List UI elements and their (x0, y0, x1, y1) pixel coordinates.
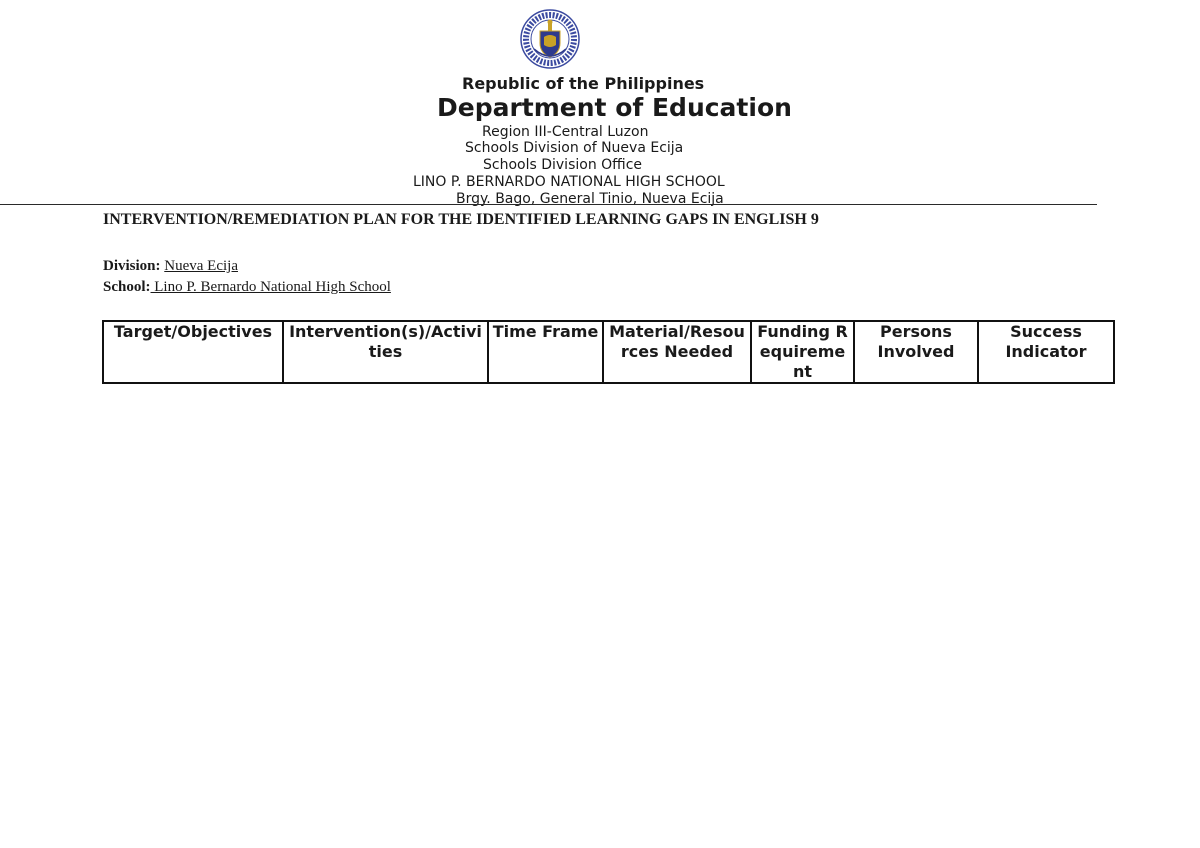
school-name: LINO P. BERNARDO NATIONAL HIGH SCHOOL (413, 174, 725, 190)
department-name: Department of Education (437, 93, 792, 122)
column-header-materials-resources: Material/Resources Needed (603, 321, 751, 383)
column-header-interventions-activities: Intervention(s)/Activities (283, 321, 488, 383)
schools-division-name: Schools Division of Nueva Ecija (465, 140, 684, 156)
division-value: Nueva Ecija (164, 258, 238, 274)
column-header-success-indicator: Success Indicator (978, 321, 1114, 383)
region-name: Region III-Central Luzon (482, 124, 649, 140)
column-header-target-objectives: Target/Objectives (103, 321, 283, 383)
country-name: Republic of the Philippines (462, 74, 705, 93)
column-header-funding-requirement: Funding Requirement (751, 321, 854, 383)
header-divider (0, 204, 1097, 205)
division-field (103, 259, 238, 274)
school-label: School: (103, 279, 151, 295)
schools-division-office: Schools Division Office (483, 157, 643, 173)
column-header-persons-involved: Persons Involved (854, 321, 978, 383)
school-address: Brgy. Bago, General Tinio, Nueva Ecija (456, 191, 724, 207)
division-label: Division: (103, 258, 161, 274)
school-value: Lino P. Bernardo National High School (150, 279, 391, 295)
column-header-time-frame: Time Frame (488, 321, 603, 383)
deped-seal-logo (520, 9, 580, 69)
school-field (103, 280, 391, 295)
table-header-row (103, 321, 1114, 383)
intervention-plan-table (102, 320, 1115, 384)
document-title: INTERVENTION/REMEDIATION PLAN FOR THE IDENTIFIED LEARNING GAPS IN ENGLISH 9 (103, 211, 819, 228)
